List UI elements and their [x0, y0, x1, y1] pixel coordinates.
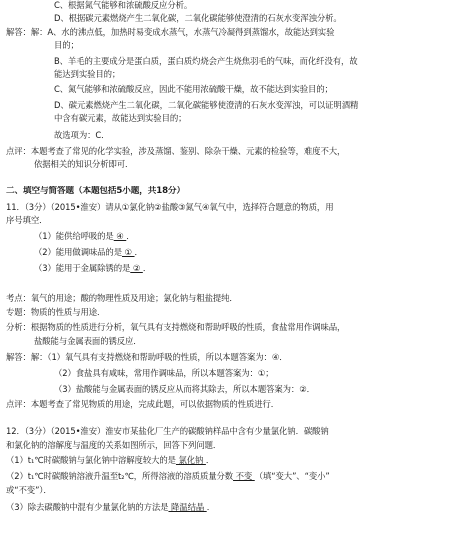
question-text	[0, 426, 455, 437]
question-text	[0, 215, 455, 226]
text-line	[0, 113, 455, 124]
text-line	[0, 384, 455, 395]
text-line	[0, 159, 455, 170]
text-line	[0, 293, 455, 304]
text-segment: 解答：解：A、水的沸点低，加热时易变成水蒸气，水蒸气冷凝得到蒸馏水，故能达到实验	[6, 27, 335, 37]
text-segment: 盐酸能与金属表面的锈反应．	[34, 336, 142, 346]
text-segment: （填“变大”、“变小”	[254, 471, 330, 481]
text-segment: ．	[142, 263, 152, 273]
text-segment: （3）除去碳酸钠中混有少量氯化钠的方法是	[6, 502, 169, 512]
text-line	[0, 56, 455, 67]
text-segment: 考点：氧气的用途；酸的物理性质及用途；氯化钠与粗盐提纯．	[6, 293, 238, 303]
text-segment: 和氯化钠的溶解度与温度的关系如图所示，回答下列问题．	[6, 440, 222, 450]
text-segment: 依据相关的知识分析即可．	[34, 159, 134, 169]
text-line	[0, 13, 455, 24]
text-segment: 11．（3分）（2015•淮安）请从①氯化钠②盐酸③氮气④氧气中，选择符合题意的物质，用	[6, 202, 334, 212]
text-segment: 中含有碳元素，故能达到实验目的；	[54, 113, 187, 123]
text-segment: 分析：根据物质的性质进行分析，氧气具有支持燃烧和帮助呼吸的性质，食盐常用作调味品，	[6, 322, 346, 332]
text-line	[0, 336, 455, 347]
answer-line	[0, 247, 455, 258]
text-line	[0, 40, 455, 51]
text-segment: （1）能供给呼吸的是	[34, 231, 114, 241]
answer-blank: ④	[113, 231, 127, 241]
text-line	[0, 307, 455, 318]
answer-blank: 不变	[233, 471, 255, 481]
text-segment: ．	[134, 247, 143, 257]
question-text	[0, 440, 455, 451]
answer-line	[0, 471, 455, 482]
text-segment: （3）能用于金属除锈的是	[34, 263, 131, 273]
text-line	[0, 27, 455, 38]
text-line	[0, 69, 455, 80]
text-segment: C、根据氮气能够和浓硫酸反应分析。	[54, 0, 193, 10]
answer-line	[0, 455, 455, 466]
text-segment: 或“不变”）．	[6, 485, 52, 495]
answer-blank: 降温结晶	[168, 502, 207, 512]
text-segment: （2）食盐具有咸味，常用作调味品，所以本题答案为：①；	[54, 368, 274, 378]
section-heading	[0, 186, 455, 197]
text-segment: 目的；	[54, 40, 79, 50]
text-segment: 序号填空．	[6, 215, 48, 225]
answer-blank: ②	[130, 263, 143, 273]
answer-line	[0, 231, 455, 242]
text-line	[0, 322, 455, 333]
text-segment: 能达到实验目的；	[54, 69, 121, 79]
text-segment: 解答：解：（1）氧气具有支持燃烧和帮助呼吸的性质，所以本题答案为：④．	[6, 352, 288, 362]
text-line	[0, 352, 455, 363]
text-line	[0, 100, 455, 111]
text-segment: 故选项为：C．	[54, 130, 110, 140]
answer-line	[0, 263, 455, 274]
text-segment: （1）t₁℃时碳酸钠与氯化钠中溶解度较大的是	[6, 455, 176, 465]
text-segment: D、碳元素燃烧产生二氧化碳，二氧化碳能够使澄清的石灰水变浑浊，可以证明酒精	[54, 100, 359, 110]
text-segment: 12．（3分）（2015•淮安）淮安市某盐化厂生产的碳酸钠样品中含有少量氯化钠．碳酸钠	[6, 426, 329, 436]
answer-line	[0, 502, 455, 513]
text-segment: 点评：本题考查了常见物质的用途，完成此题，可以依据物质的性质进行．	[6, 399, 280, 409]
text-segment: 专题：物质的性质与用途．	[6, 307, 106, 317]
text-segment: （2）t₁℃时碳酸钠溶液升温至t₂℃，所得溶液的溶质质量分数	[6, 471, 234, 481]
text-line	[0, 368, 455, 379]
answer-line	[0, 485, 455, 496]
answer-blank: ①	[121, 247, 135, 257]
text-segment: （3）盐酸能与金属表面的锈反应从而将其除去，所以本题答案为：②．	[54, 384, 315, 394]
text-line	[0, 0, 455, 11]
text-segment: B、羊毛的主要成分是蛋白质，蛋白质灼烧会产生烧焦羽毛的气味，而化纤没有，故	[54, 56, 358, 66]
text-segment: 点评：本题考查了常见的化学实验，涉及蒸馏、鉴别、除杂干燥、元素的检验等，难度不大，	[6, 146, 346, 156]
text-segment: （2）能用做调味品的是	[34, 247, 122, 257]
text-segment: ．	[205, 455, 215, 465]
text-line	[0, 146, 455, 157]
text-line	[0, 84, 455, 95]
text-segment: C、氮气能够和浓硫酸反应，因此不能用浓硫酸干燥，故不能达到实验目的；	[54, 84, 333, 94]
text-segment: ．	[206, 502, 215, 512]
text-segment: ．	[126, 231, 135, 241]
text-line	[0, 399, 455, 410]
question-text	[0, 202, 455, 213]
text-line	[0, 130, 455, 141]
text-segment: D、根据碳元素燃烧产生二氧化碳，二氧化碳能够使澄清的石灰水变浑浊分析。	[54, 13, 342, 23]
text-segment: 二、填空与简答题（本题包括5小题，共18分）	[6, 186, 186, 196]
answer-blank: 氯化钠	[175, 455, 206, 465]
